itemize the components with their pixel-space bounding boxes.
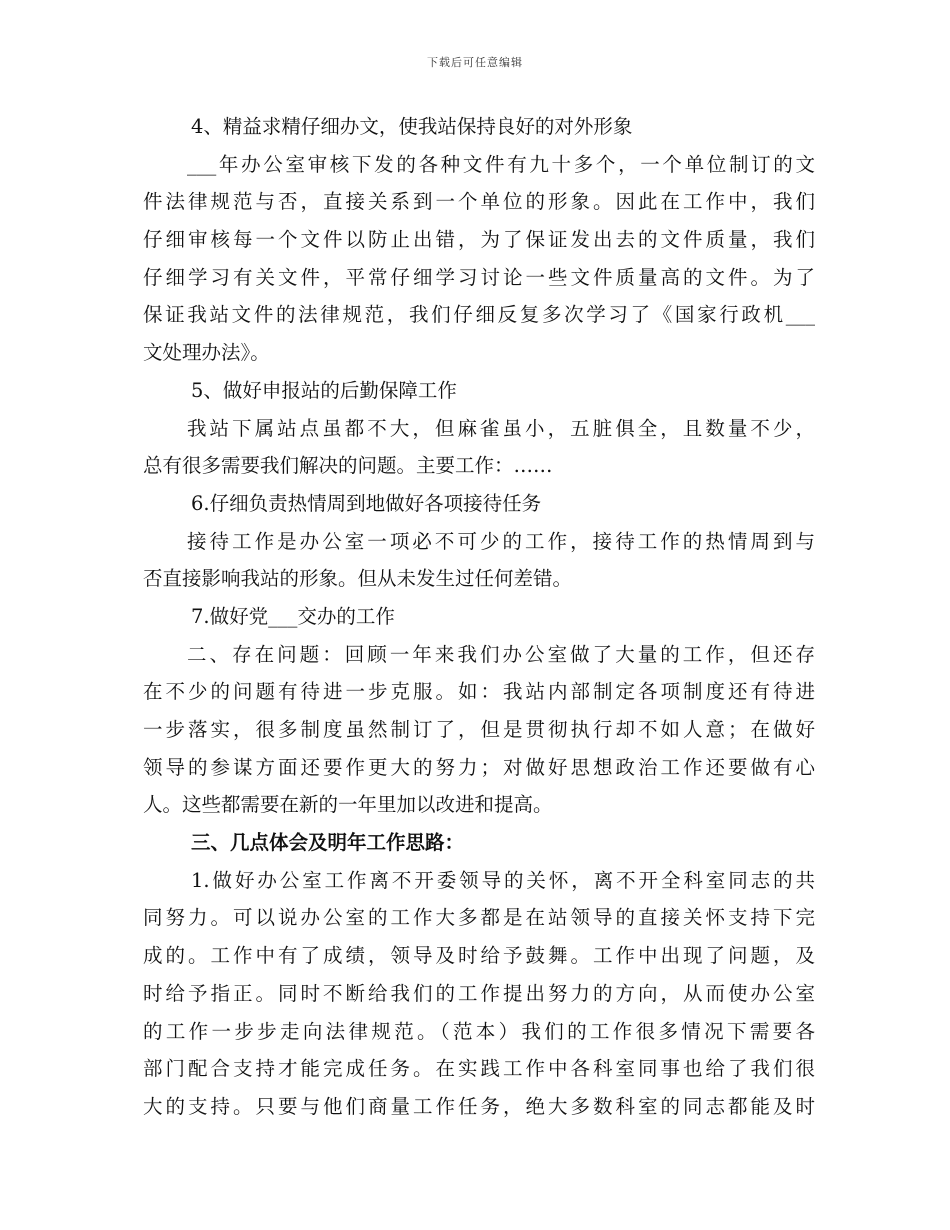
section-heading: 4、精益求精仔细办文，使我站保持良好的对外形象	[191, 115, 633, 138]
paragraph-line: 同努力。可以说办公室的工作大多都是在站领导的直接关怀支持下完	[143, 906, 815, 930]
paragraph-line: 在不少的问题有待进一步克服。如：我站内部制定各项制度还有待进	[143, 680, 815, 704]
paragraph-line: 一步落实，很多制度虽然制订了，但是贯彻执行却不如人意；在做好	[143, 718, 815, 741]
section-heading: 三、几点体会及明年工作思路：	[191, 831, 465, 855]
paragraph-line: 人。这些都需要在新的一年里加以改进和提高。	[143, 793, 553, 817]
paragraph-line: 我站下属站点虽都不大，但麻雀虽小，五脏俱全，且数量不少，	[187, 416, 815, 440]
paragraph-line: 大的支持。只要与他们商量工作任务，绝大多数科室的同志都能及时	[143, 1094, 815, 1118]
paragraph-line: 的工作一步步走向法律规范。（范本）我们的工作很多情况下需要各	[143, 1019, 815, 1043]
paragraph-line: 否直接影响我站的形象。但从未发生过任何差错。	[143, 567, 573, 591]
section-heading: 5、做好申报站的后勤保障工作	[191, 378, 457, 402]
paragraph-line: 仔细学习有关文件，平常仔细学习讨论一些文件质量高的文件。为了	[143, 265, 815, 289]
paragraph-line: 时给予指正。同时不断给我们的工作提出努力的方向，从而使办公室	[143, 981, 815, 1005]
paragraph-line: 二、存在问题：回顾一年来我们办公室做了大量的工作，但还存	[187, 642, 815, 666]
paragraph-line: 1.做好办公室工作离不开委领导的关怀，离不开全科室同志的共	[191, 868, 815, 892]
document-body	[143, 108, 815, 1126]
paragraph-line: 总有很多需要我们解决的问题。主要工作：……	[143, 454, 553, 478]
section-heading: 6.仔细负责热情周到地做好各项接待任务	[191, 491, 542, 515]
paragraph-line: 件法律规范与否，直接关系到一个单位的形象。因此在工作中，我们	[143, 190, 815, 214]
paragraph-line: 仔细审核每一个文件以防止出错，为了保证发出去的文件质量，我们	[143, 228, 815, 252]
paragraph-line: 接待工作是办公室一项必不可少的工作，接待工作的热情周到与	[187, 529, 815, 553]
paragraph-line: 领导的参谋方面还要作更大的努力；对做好思想政治工作还要做有心	[143, 755, 815, 779]
paragraph-line: 部门配合支持才能完成任务。在实践工作中各科室同事也给了我们很	[143, 1057, 815, 1081]
page-header: 下载后可任意编辑	[427, 56, 523, 69]
paragraph-line: ___年办公室审核下发的各种文件有九十多个，一个单位制订的文	[187, 152, 815, 176]
paragraph-line: 文处理办法》。	[143, 341, 270, 365]
paragraph-line: 成的。工作中有了成绩，领导及时给予鼓舞。工作中出现了问题，及	[143, 944, 815, 968]
paragraph-line: 保证我站文件的法律规范，我们仔细反复多次学习了《国家行政机___	[143, 303, 815, 327]
section-heading: 7.做好党___交办的工作	[191, 604, 395, 628]
